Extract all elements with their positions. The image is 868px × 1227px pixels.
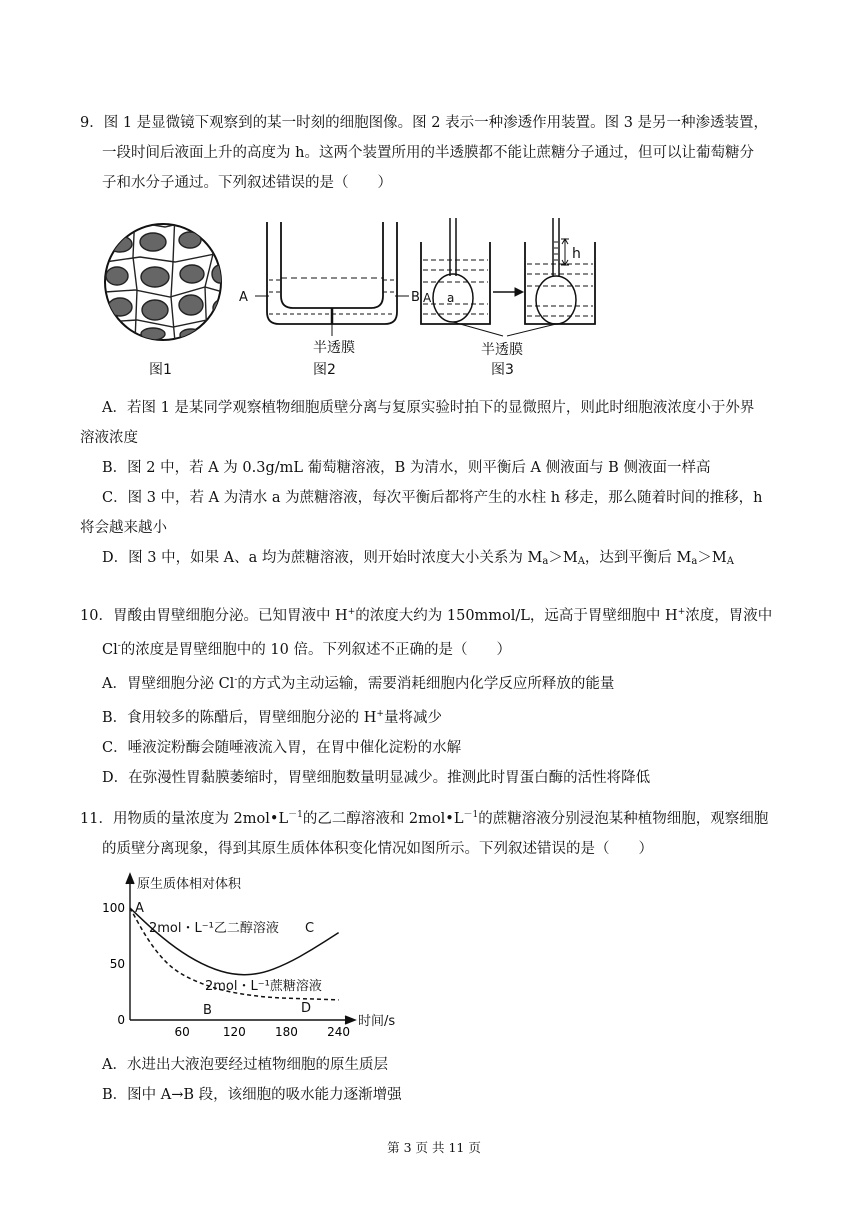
q9-stem-line3: 子和水分子通过。下列叙述错误的是（ ） [102, 175, 392, 191]
q11-option-b: B．图中 A→B 段，该细胞的吸水能力逐渐增强 [102, 1087, 402, 1103]
q10-stem-text3: 浓度，胃液中 [685, 608, 773, 624]
q9-option-a-line1: A．若图 1 是某同学观察植物细胞质壁分离与复原实验时拍下的显微照片，则此时细胞液浓度小于外界 [102, 400, 755, 416]
y-tick-label: 0 [117, 1013, 125, 1027]
q9-option-d-sub3: a [691, 556, 698, 567]
q9-option-d-sub4: A [726, 556, 734, 567]
q10-sup-minus: - [117, 641, 121, 651]
x-tick-label: 60 [174, 1025, 190, 1039]
q10-option-b-text2: 量将减少 [383, 710, 442, 726]
q10-stem-text4: 的浓度是胃壁细胞中的 10 倍。下列叙述不正确的是（ ） [120, 642, 511, 658]
point-label-B: B [203, 1003, 212, 1018]
q11-stem-line1 [80, 800, 785, 834]
x-tick-label: 120 [222, 1025, 246, 1039]
q11-sup-2: －1 [463, 810, 479, 820]
y-tick-label: 100 [102, 901, 125, 915]
series-label-sucrose: 2mol・L⁻¹蔗糖溶液 [205, 979, 322, 994]
q11-options [80, 1050, 785, 1110]
q10-option-c: C．唾液淀粉酶会随唾液流入胃，在胃中催化淀粉的水解 [102, 740, 462, 756]
q9-option-c-line1: C．图 3 中，若 A 为清水 a 为蔗糖溶液，每次平衡后都将产生的水柱 h 移走，那么随着时间的推移，h [102, 490, 763, 506]
question-11 [80, 800, 785, 864]
q10-stem-cl: Cl [102, 642, 118, 658]
q10-sup-plus-1: + [347, 607, 356, 617]
figure-1-cells [105, 212, 230, 342]
q9-option-d-text4: ＞M [697, 550, 727, 566]
q10-option-b-text1: B．食用较多的陈醋后，胃壁细胞分泌的 H [102, 710, 377, 726]
y-tick-label: 50 [109, 957, 125, 971]
figure-3-caption: 图3 [491, 362, 514, 378]
q9-option-d [80, 543, 785, 577]
q10-stem-text1: 10．胃酸由胃壁细胞分泌。已知胃液中 H [80, 608, 348, 624]
q10-option-b-sup: + [376, 709, 384, 719]
question-9 [80, 108, 785, 198]
fig3-label-A: A [423, 291, 432, 305]
q10-stem-line2 [80, 631, 785, 665]
membrane-label-fig2: 半透膜 [313, 340, 355, 356]
x-tick-label: 180 [275, 1025, 298, 1039]
series-label-ethylene-glycol: 2mol・L⁻¹乙二醇溶液 [149, 921, 279, 936]
q11-stem-text3: 的蔗糖溶液分别浸泡某种植物细胞，观察细胞 [478, 811, 769, 827]
q9-option-c-line2: 将会越来越小 [80, 520, 167, 536]
figure-3-osmometers [421, 218, 595, 336]
q10-option-a-text1: A．胃壁细胞分泌 Cl [102, 676, 235, 692]
q11-stem-text1: 11．用物质的量浓度为 2mol•L [80, 811, 289, 827]
q10-stem-line1 [80, 597, 785, 631]
q10-option-a-text2: 的方式为主动运输，需要消耗细胞内化学反应所释放的能量 [237, 676, 615, 692]
chart-ylabel: 原生质体相对体积 [137, 877, 242, 892]
q9-option-d-sub1: a [542, 556, 549, 567]
q9-option-d-text3: ，达到平衡后 M [584, 550, 692, 566]
figure-1-caption: 图1 [149, 362, 172, 378]
q10-sup-plus-2: + [677, 607, 686, 617]
point-label-D: D [301, 1001, 312, 1016]
question-10 [80, 597, 785, 793]
chart-axes [126, 874, 355, 1024]
fig2-label-A: A [239, 290, 248, 305]
q9-stem-line2: 一段时间后液面上升的高度为 h。这两个装置所用的半透膜都不能让蔗糖分子通过，但可以让葡萄糖分 [102, 145, 754, 161]
point-label-A: A [135, 901, 144, 916]
q11-stem-line2: 的质壁分离现象，得到其原生质体体积变化情况如图所示。下列叙述错误的是（ ） [102, 841, 653, 857]
chart-xlabel: 时间/s [358, 1014, 396, 1029]
q9-stem-line1: 9．图 1 是显微镜下观察到的某一时刻的细胞图像。图 2 表示一种渗透作用装置。图 3 是另一种渗透装置， [80, 115, 769, 131]
q9-option-b: B．图 2 中，若 A 为 0.3g/mL 葡萄糖溶液，B 为清水，则平衡后 A 侧液面与 B 侧液面一样高 [102, 460, 711, 476]
q11-option-a: A．水进出大液泡要经过植物细胞的原生质层 [102, 1057, 388, 1073]
q10-option-d: D．在弥漫性胃黏膜萎缩时，胃壁细胞数量明显减少。推测此时胃蛋白酶的活性将降低 [102, 770, 651, 786]
q9-option-d-sub2: A [577, 556, 585, 567]
q10-stem-text2: 的浓度大约为 150mmol/L，远高于胃壁细胞中 H [355, 608, 678, 624]
q9-option-d-text2: ＞M [548, 550, 578, 566]
point-label-C: C [305, 921, 315, 936]
figure-2-caption: 图2 [313, 362, 336, 378]
q9-options [80, 393, 785, 577]
q9-figures [95, 212, 605, 382]
q10-option-b [80, 699, 785, 733]
fig3-label-h: h [572, 246, 581, 262]
figure-2-u-tube [255, 222, 409, 336]
series-line-ethylene-glycol [130, 908, 339, 975]
q9-option-d-text1: D．图 3 中，如果 A、a 均为蔗糖溶液，则开始时浓度大小关系为 M [102, 550, 543, 566]
x-tick-label: 240 [327, 1025, 351, 1039]
membrane-label-fig3: 半透膜 [481, 342, 523, 358]
q11-stem-text2: 的乙二醇溶液和 2mol•L [302, 811, 464, 827]
fig2-label-B: B [411, 290, 420, 305]
q11-chart [95, 870, 425, 1040]
q10-option-a [80, 665, 785, 699]
q9-option-a-line2: 溶液浓度 [80, 430, 138, 446]
q11-sup-1: －1 [288, 810, 303, 820]
fig3-label-a: a [447, 291, 455, 305]
q10-option-a-sup: - [234, 675, 238, 685]
page-footer: 第 3 页 共 11 页 [387, 1140, 481, 1155]
